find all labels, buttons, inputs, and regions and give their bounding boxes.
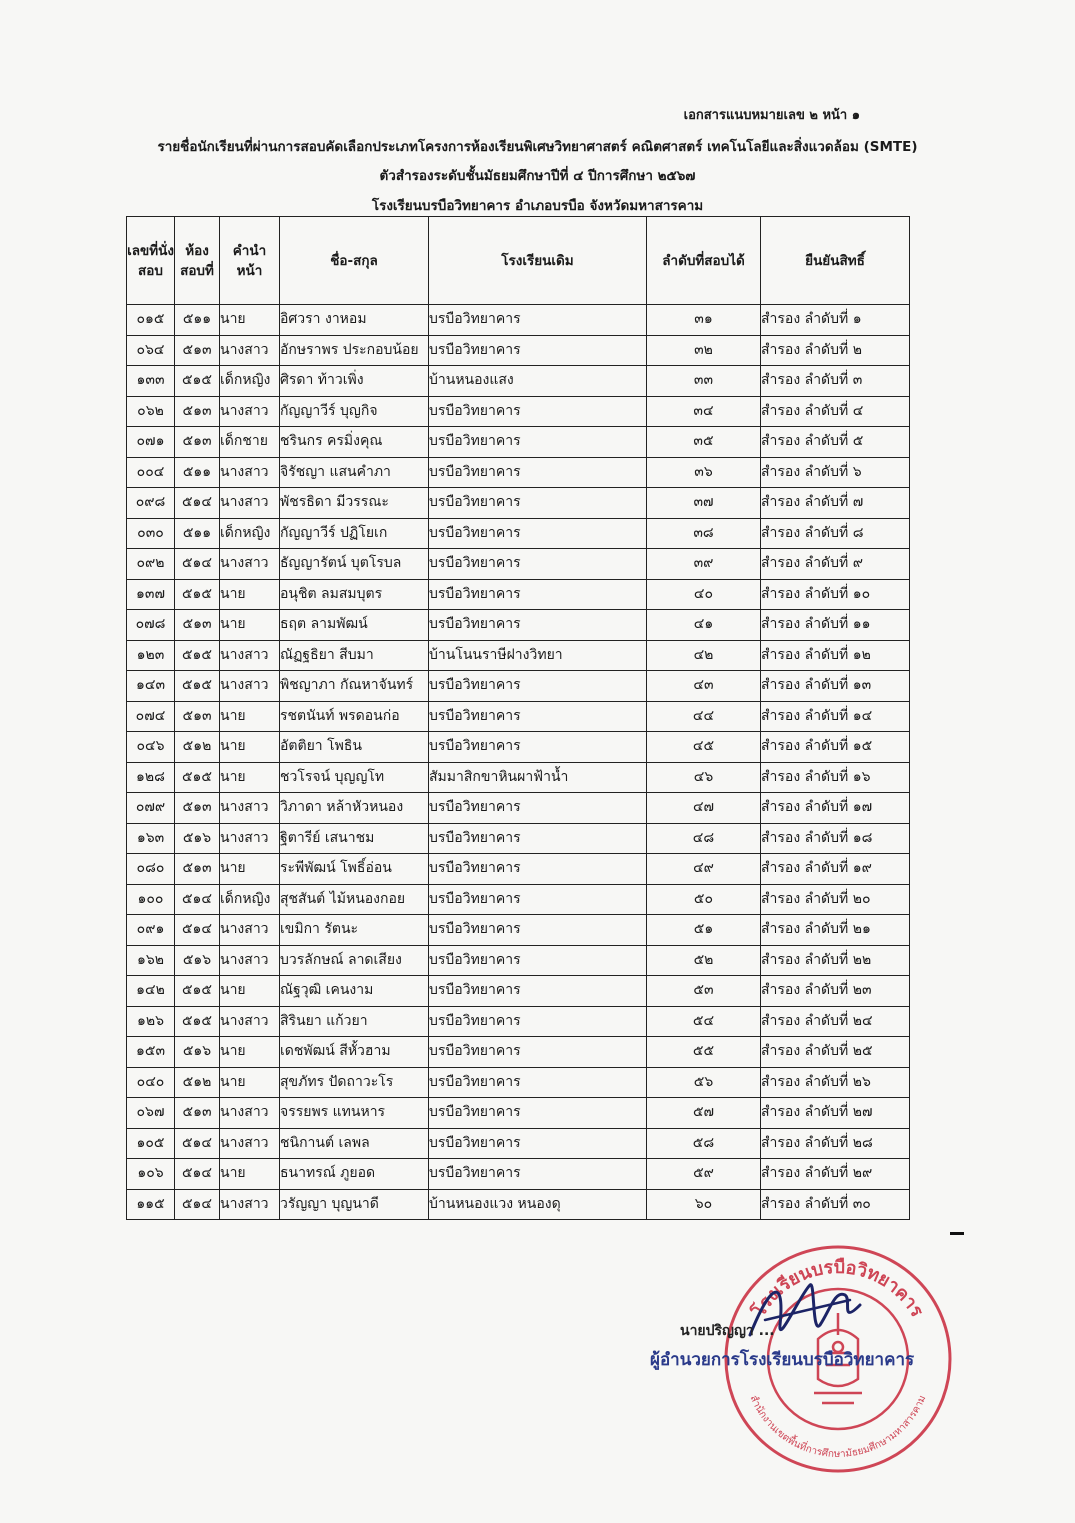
cell-room: ๕๑๔ <box>175 884 220 915</box>
table-row <box>127 396 910 427</box>
cell-seat: ๐๗๔ <box>127 701 175 732</box>
cell-room: ๕๑๕ <box>175 671 220 702</box>
cell-seat: ๑๔๓ <box>127 671 175 702</box>
cell-seat: ๑๖๓ <box>127 823 175 854</box>
cell-confirm: สำรอง ลำดับที่ ๒ <box>761 335 910 366</box>
cell-prefix: นางสาว <box>220 335 280 366</box>
cell-school: บรบือวิทยาคาร <box>429 884 647 915</box>
cell-seat: ๐๙๒ <box>127 549 175 580</box>
cell-school: บรบือวิทยาคาร <box>429 579 647 610</box>
cell-prefix: นาย <box>220 701 280 732</box>
cell-room: ๕๑๑ <box>175 518 220 549</box>
cell-school: บรบือวิทยาคาร <box>429 1128 647 1159</box>
signer-title: ผู้อำนวยการโรงเรียนบรบือวิทยาคาร <box>650 1350 915 1370</box>
cell-room: ๕๑๓ <box>175 610 220 641</box>
header-seat: เลขที่นั่งสอบ <box>127 217 175 305</box>
cell-rank: ๕๓ <box>647 976 761 1007</box>
cell-school: บรบือวิทยาคาร <box>429 793 647 824</box>
cell-room: ๕๑๑ <box>175 457 220 488</box>
cell-rank: ๔๒ <box>647 640 761 671</box>
cell-name: กัญญาวีร์ ปฏิโยเก <box>280 518 429 549</box>
cell-name: ณัฏฐธิยา สีบมา <box>280 640 429 671</box>
cell-school: บรบือวิทยาคาร <box>429 915 647 946</box>
cell-rank: ๕๘ <box>647 1128 761 1159</box>
cell-room: ๕๑๑ <box>175 305 220 336</box>
cell-rank: ๔๔ <box>647 701 761 732</box>
document-reference: เอกสารแนบหมายเลข ๒ หน้า ๑ <box>683 108 860 123</box>
cell-room: ๕๑๓ <box>175 793 220 824</box>
table-row <box>127 732 910 763</box>
cell-prefix: นางสาว <box>220 640 280 671</box>
cell-prefix: นาย <box>220 305 280 336</box>
table-row <box>127 1006 910 1037</box>
table-row <box>127 579 910 610</box>
cell-confirm: สำรอง ลำดับที่ ๒๐ <box>761 884 910 915</box>
cell-confirm: สำรอง ลำดับที่ ๓ <box>761 366 910 397</box>
header-rank: ลำดับที่สอบได้ <box>647 217 761 305</box>
cell-rank: ๔๘ <box>647 823 761 854</box>
cell-prefix: นางสาว <box>220 793 280 824</box>
cell-seat: ๐๗๙ <box>127 793 175 824</box>
table-row <box>127 884 910 915</box>
table-row <box>127 305 910 336</box>
cell-room: ๕๑๓ <box>175 701 220 732</box>
cell-confirm: สำรอง ลำดับที่ ๕ <box>761 427 910 458</box>
cell-room: ๕๑๖ <box>175 945 220 976</box>
table-row <box>127 1098 910 1129</box>
header-confirm: ยืนยันสิทธิ์ <box>761 217 910 305</box>
table-row <box>127 945 910 976</box>
table-row <box>127 701 910 732</box>
cell-seat: ๐๘๐ <box>127 854 175 885</box>
cell-seat: ๑๑๕ <box>127 1189 175 1220</box>
table-row <box>127 823 910 854</box>
cell-prefix: เด็กหญิง <box>220 366 280 397</box>
cell-confirm: สำรอง ลำดับที่ ๙ <box>761 549 910 580</box>
cell-confirm: สำรอง ลำดับที่ ๓๐ <box>761 1189 910 1220</box>
cell-confirm: สำรอง ลำดับที่ ๑๔ <box>761 701 910 732</box>
cell-room: ๕๑๕ <box>175 579 220 610</box>
cell-confirm: สำรอง ลำดับที่ ๑๒ <box>761 640 910 671</box>
cell-school: บรบือวิทยาคาร <box>429 549 647 580</box>
cell-school: บรบือวิทยาคาร <box>429 1098 647 1129</box>
cell-room: ๕๑๕ <box>175 976 220 1007</box>
cell-rank: ๕๗ <box>647 1098 761 1129</box>
cell-room: ๕๑๔ <box>175 1128 220 1159</box>
cell-rank: ๕๔ <box>647 1006 761 1037</box>
cell-prefix: นางสาว <box>220 1189 280 1220</box>
cell-name: เขมิกา รัตนะ <box>280 915 429 946</box>
cell-name: ณัฐวุฒิ เคนงาม <box>280 976 429 1007</box>
cell-seat: ๑๔๒ <box>127 976 175 1007</box>
cell-prefix: นาย <box>220 1159 280 1190</box>
cell-prefix: นางสาว <box>220 396 280 427</box>
table-row <box>127 1067 910 1098</box>
cell-rank: ๕๕ <box>647 1037 761 1068</box>
cell-name: ธนาทรณ์ ภูยอด <box>280 1159 429 1190</box>
table-row <box>127 1128 910 1159</box>
cell-rank: ๓๑ <box>647 305 761 336</box>
cell-confirm: สำรอง ลำดับที่ ๘ <box>761 518 910 549</box>
cell-rank: ๔๓ <box>647 671 761 702</box>
cell-name: ธัญญารัตน์ บุตโรบล <box>280 549 429 580</box>
table-row <box>127 1189 910 1220</box>
cell-room: ๕๑๕ <box>175 640 220 671</box>
cell-school: บรบือวิทยาคาร <box>429 1159 647 1190</box>
cell-school: บรบือวิทยาคาร <box>429 427 647 458</box>
cell-confirm: สำรอง ลำดับที่ ๗ <box>761 488 910 519</box>
cell-prefix: เด็กหญิง <box>220 518 280 549</box>
cell-rank: ๕๑ <box>647 915 761 946</box>
cell-name: วิภาดา หล้าหัวหนอง <box>280 793 429 824</box>
margin-mark <box>950 1232 964 1235</box>
cell-confirm: สำรอง ลำดับที่ ๑๗ <box>761 793 910 824</box>
cell-rank: ๖๐ <box>647 1189 761 1220</box>
cell-name: พัชรธิดา มีวรรณะ <box>280 488 429 519</box>
cell-prefix: นาย <box>220 762 280 793</box>
cell-school: บ้านโนนราษีฝางวิทยา <box>429 640 647 671</box>
cell-name: ระพีพัฒน์ โพธิ์อ่อน <box>280 854 429 885</box>
cell-name: สุขภัทร ปัดถาวะโร <box>280 1067 429 1098</box>
cell-room: ๕๑๓ <box>175 335 220 366</box>
cell-school: บรบือวิทยาคาร <box>429 701 647 732</box>
cell-name: บวรลักษณ์ ลาดเสียง <box>280 945 429 976</box>
cell-school: บรบือวิทยาคาร <box>429 732 647 763</box>
cell-confirm: สำรอง ลำดับที่ ๖ <box>761 457 910 488</box>
svg-text:สำนักงานเขตพื้นที่การศึกษามัธย: สำนักงานเขตพื้นที่การศึกษามัธยมศึกษามหาสารคาม <box>747 1393 929 1460</box>
cell-school: บรบือวิทยาคาร <box>429 854 647 885</box>
cell-confirm: สำรอง ลำดับที่ ๑๘ <box>761 823 910 854</box>
cell-room: ๕๑๔ <box>175 1189 220 1220</box>
cell-rank: ๔๗ <box>647 793 761 824</box>
cell-prefix: นาย <box>220 1067 280 1098</box>
cell-prefix: นางสาว <box>220 915 280 946</box>
cell-rank: ๓๔ <box>647 396 761 427</box>
table-row <box>127 518 910 549</box>
cell-seat: ๐๔๐ <box>127 1067 175 1098</box>
table-row <box>127 915 910 946</box>
cell-rank: ๕๖ <box>647 1067 761 1098</box>
table-row <box>127 457 910 488</box>
title-line-3: โรงเรียนบรบือวิทยาคาร อำเภอบรบือ จังหวัดมหาสารคาม <box>371 198 704 214</box>
cell-confirm: สำรอง ลำดับที่ ๑๓ <box>761 671 910 702</box>
cell-seat: ๑๒๘ <box>127 762 175 793</box>
cell-confirm: สำรอง ลำดับที่ ๒๓ <box>761 976 910 1007</box>
table-row <box>127 854 910 885</box>
cell-rank: ๔๙ <box>647 854 761 885</box>
cell-room: ๕๑๕ <box>175 1006 220 1037</box>
cell-seat: ๑๒๖ <box>127 1006 175 1037</box>
cell-seat: ๑๕๓ <box>127 1037 175 1068</box>
svg-text:โรงเรียนบรบือวิทยาคาร: โรงเรียนบรบือวิทยาคาร <box>748 1256 928 1321</box>
cell-seat: ๐๙๘ <box>127 488 175 519</box>
cell-school: บรบือวิทยาคาร <box>429 457 647 488</box>
table-header-row <box>127 217 910 305</box>
cell-confirm: สำรอง ลำดับที่ ๑๑ <box>761 610 910 641</box>
cell-prefix: นางสาว <box>220 945 280 976</box>
cell-seat: ๐๔๖ <box>127 732 175 763</box>
cell-prefix: นาย <box>220 976 280 1007</box>
cell-rank: ๔๕ <box>647 732 761 763</box>
title-line-1: รายชื่อนักเรียนที่ผ่านการสอบคัดเลือกประเภทโครงการห้องเรียนพิเศษวิทยาศาสตร์ คณิตศาสตร์ เทคโนโลยีและสิ่งแวดล้อม (SMTE) <box>157 139 918 155</box>
cell-confirm: สำรอง ลำดับที่ ๑๕ <box>761 732 910 763</box>
cell-seat: ๐๙๑ <box>127 915 175 946</box>
table-row <box>127 335 910 366</box>
cell-school: บรบือวิทยาคาร <box>429 1006 647 1037</box>
signer-name: นายปริญญา ... <box>680 1323 775 1339</box>
cell-prefix: เด็กหญิง <box>220 884 280 915</box>
cell-confirm: สำรอง ลำดับที่ ๒๗ <box>761 1098 910 1129</box>
cell-rank: ๔๖ <box>647 762 761 793</box>
cell-prefix: นาย <box>220 854 280 885</box>
cell-name: ชรินกร ครมิ่งคุณ <box>280 427 429 458</box>
cell-name: ธฤต ลามพัฒน์ <box>280 610 429 641</box>
cell-school: บรบือวิทยาคาร <box>429 1067 647 1098</box>
cell-confirm: สำรอง ลำดับที่ ๑๖ <box>761 762 910 793</box>
cell-school: บรบือวิทยาคาร <box>429 945 647 976</box>
cell-room: ๕๑๕ <box>175 762 220 793</box>
cell-school: บรบือวิทยาคาร <box>429 488 647 519</box>
cell-rank: ๕๐ <box>647 884 761 915</box>
cell-prefix: นางสาว <box>220 549 280 580</box>
title-line-2: ตัวสำรองระดับชั้นมัธยมศึกษาปีที่ ๔ ปีการศึกษา ๒๕๖๗ <box>379 168 696 184</box>
cell-room: ๕๑๖ <box>175 823 220 854</box>
cell-prefix: นางสาว <box>220 1128 280 1159</box>
cell-rank: ๓๗ <box>647 488 761 519</box>
cell-name: สิรินยา แก้วยา <box>280 1006 429 1037</box>
cell-rank: ๓๓ <box>647 366 761 397</box>
cell-name: ชวโรจน์ บุญญโท <box>280 762 429 793</box>
cell-prefix: นางสาว <box>220 488 280 519</box>
table-row <box>127 1037 910 1068</box>
cell-room: ๕๑๓ <box>175 1098 220 1129</box>
cell-school: บรบือวิทยาคาร <box>429 610 647 641</box>
cell-name: รชตนันท์ พรดอนก่อ <box>280 701 429 732</box>
cell-school: บรบือวิทยาคาร <box>429 1037 647 1068</box>
cell-confirm: สำรอง ลำดับที่ ๒๕ <box>761 1037 910 1068</box>
cell-confirm: สำรอง ลำดับที่ ๑ <box>761 305 910 336</box>
cell-name: ชนิกานต์ เลพล <box>280 1128 429 1159</box>
cell-seat: ๐๓๐ <box>127 518 175 549</box>
cell-school: สัมมาสิกขาหินผาฟ้าน้ำ <box>429 762 647 793</box>
cell-room: ๕๑๔ <box>175 488 220 519</box>
cell-prefix: นางสาว <box>220 1006 280 1037</box>
cell-confirm: สำรอง ลำดับที่ ๒๖ <box>761 1067 910 1098</box>
cell-seat: ๑๓๓ <box>127 366 175 397</box>
cell-seat: ๐๖๔ <box>127 335 175 366</box>
cell-confirm: สำรอง ลำดับที่ ๑๙ <box>761 854 910 885</box>
cell-school: บรบือวิทยาคาร <box>429 396 647 427</box>
table-row <box>127 793 910 824</box>
cell-room: ๕๑๔ <box>175 549 220 580</box>
cell-prefix: นางสาว <box>220 457 280 488</box>
cell-confirm: สำรอง ลำดับที่ ๒๙ <box>761 1159 910 1190</box>
table-row <box>127 366 910 397</box>
cell-room: ๕๑๔ <box>175 915 220 946</box>
cell-seat: ๑๖๒ <box>127 945 175 976</box>
cell-seat: ๐๖๒ <box>127 396 175 427</box>
cell-seat: ๐๗๑ <box>127 427 175 458</box>
cell-confirm: สำรอง ลำดับที่ ๒๘ <box>761 1128 910 1159</box>
cell-rank: ๓๒ <box>647 335 761 366</box>
cell-name: สุชสันต์ ไม้หนองกอย <box>280 884 429 915</box>
cell-room: ๕๑๒ <box>175 732 220 763</box>
table-row <box>127 1159 910 1190</box>
cell-name: ศิรดา ท้าวเพิ่ง <box>280 366 429 397</box>
table-row <box>127 976 910 1007</box>
cell-name: ฐิตารีย์ เสนาชม <box>280 823 429 854</box>
table-row <box>127 549 910 580</box>
header-school: โรงเรียนเดิม <box>429 217 647 305</box>
table-body <box>127 305 910 1220</box>
cell-name: อักษราพร ประกอบน้อย <box>280 335 429 366</box>
cell-confirm: สำรอง ลำดับที่ ๒๔ <box>761 1006 910 1037</box>
cell-name: อิศวรา งาหอม <box>280 305 429 336</box>
cell-prefix: นางสาว <box>220 1098 280 1129</box>
reserve-student-table <box>126 216 910 1220</box>
cell-name: จิรัชญา แสนคำภา <box>280 457 429 488</box>
cell-rank: ๔๑ <box>647 610 761 641</box>
cell-prefix: นางสาว <box>220 671 280 702</box>
cell-seat: ๐๐๔ <box>127 457 175 488</box>
cell-rank: ๓๘ <box>647 518 761 549</box>
table-row <box>127 671 910 702</box>
table-row <box>127 610 910 641</box>
cell-seat: ๐๑๕ <box>127 305 175 336</box>
cell-seat: ๑๐๕ <box>127 1128 175 1159</box>
cell-room: ๕๑๕ <box>175 366 220 397</box>
table-row <box>127 427 910 458</box>
table-row <box>127 762 910 793</box>
cell-rank: ๕๙ <box>647 1159 761 1190</box>
cell-prefix: นาย <box>220 732 280 763</box>
cell-confirm: สำรอง ลำดับที่ ๔ <box>761 396 910 427</box>
cell-name: เดชพัฒน์ สีหั้วฮาม <box>280 1037 429 1068</box>
cell-room: ๕๑๓ <box>175 854 220 885</box>
cell-name: พิชญาภา กัณหาจันทร์ <box>280 671 429 702</box>
cell-school: บรบือวิทยาคาร <box>429 823 647 854</box>
cell-room: ๕๑๒ <box>175 1067 220 1098</box>
cell-room: ๕๑๔ <box>175 1159 220 1190</box>
cell-seat: ๐๖๗ <box>127 1098 175 1129</box>
cell-rank: ๓๙ <box>647 549 761 580</box>
cell-prefix: นาย <box>220 579 280 610</box>
cell-room: ๕๑๓ <box>175 396 220 427</box>
cell-school: บ้านหนองแสง <box>429 366 647 397</box>
cell-confirm: สำรอง ลำดับที่ ๒๒ <box>761 945 910 976</box>
cell-seat: ๐๗๘ <box>127 610 175 641</box>
cell-name: อนุชิต ลมสมบุตร <box>280 579 429 610</box>
cell-school: บรบือวิทยาคาร <box>429 976 647 1007</box>
cell-rank: ๓๖ <box>647 457 761 488</box>
table-row <box>127 488 910 519</box>
cell-name: วรัญญา บุญนาดี <box>280 1189 429 1220</box>
cell-rank: ๔๐ <box>647 579 761 610</box>
cell-name: กัญญาวีร์ บุญกิจ <box>280 396 429 427</box>
cell-rank: ๕๒ <box>647 945 761 976</box>
header-room: ห้องสอบที่ <box>175 217 220 305</box>
cell-rank: ๓๕ <box>647 427 761 458</box>
cell-prefix: เด็กชาย <box>220 427 280 458</box>
cell-room: ๕๑๓ <box>175 427 220 458</box>
cell-name: จรรยพร แทนหาร <box>280 1098 429 1129</box>
cell-school: บรบือวิทยาคาร <box>429 518 647 549</box>
cell-seat: ๑๒๓ <box>127 640 175 671</box>
cell-room: ๕๑๖ <box>175 1037 220 1068</box>
table-row <box>127 640 910 671</box>
cell-school: บรบือวิทยาคาร <box>429 305 647 336</box>
cell-prefix: นาย <box>220 1037 280 1068</box>
cell-school: บ้านหนองแวง หนองดุ <box>429 1189 647 1220</box>
cell-prefix: นาย <box>220 610 280 641</box>
header-name: ชื่อ-สกุล <box>280 217 429 305</box>
header-prefix: คำนำหน้า <box>220 217 280 305</box>
cell-confirm: สำรอง ลำดับที่ ๒๑ <box>761 915 910 946</box>
cell-name: อัตติยา โพธิน <box>280 732 429 763</box>
cell-confirm: สำรอง ลำดับที่ ๑๐ <box>761 579 910 610</box>
cell-school: บรบือวิทยาคาร <box>429 671 647 702</box>
cell-seat: ๑๐๐ <box>127 884 175 915</box>
cell-seat: ๑๓๗ <box>127 579 175 610</box>
cell-school: บรบือวิทยาคาร <box>429 335 647 366</box>
cell-prefix: นางสาว <box>220 823 280 854</box>
cell-seat: ๑๐๖ <box>127 1159 175 1190</box>
